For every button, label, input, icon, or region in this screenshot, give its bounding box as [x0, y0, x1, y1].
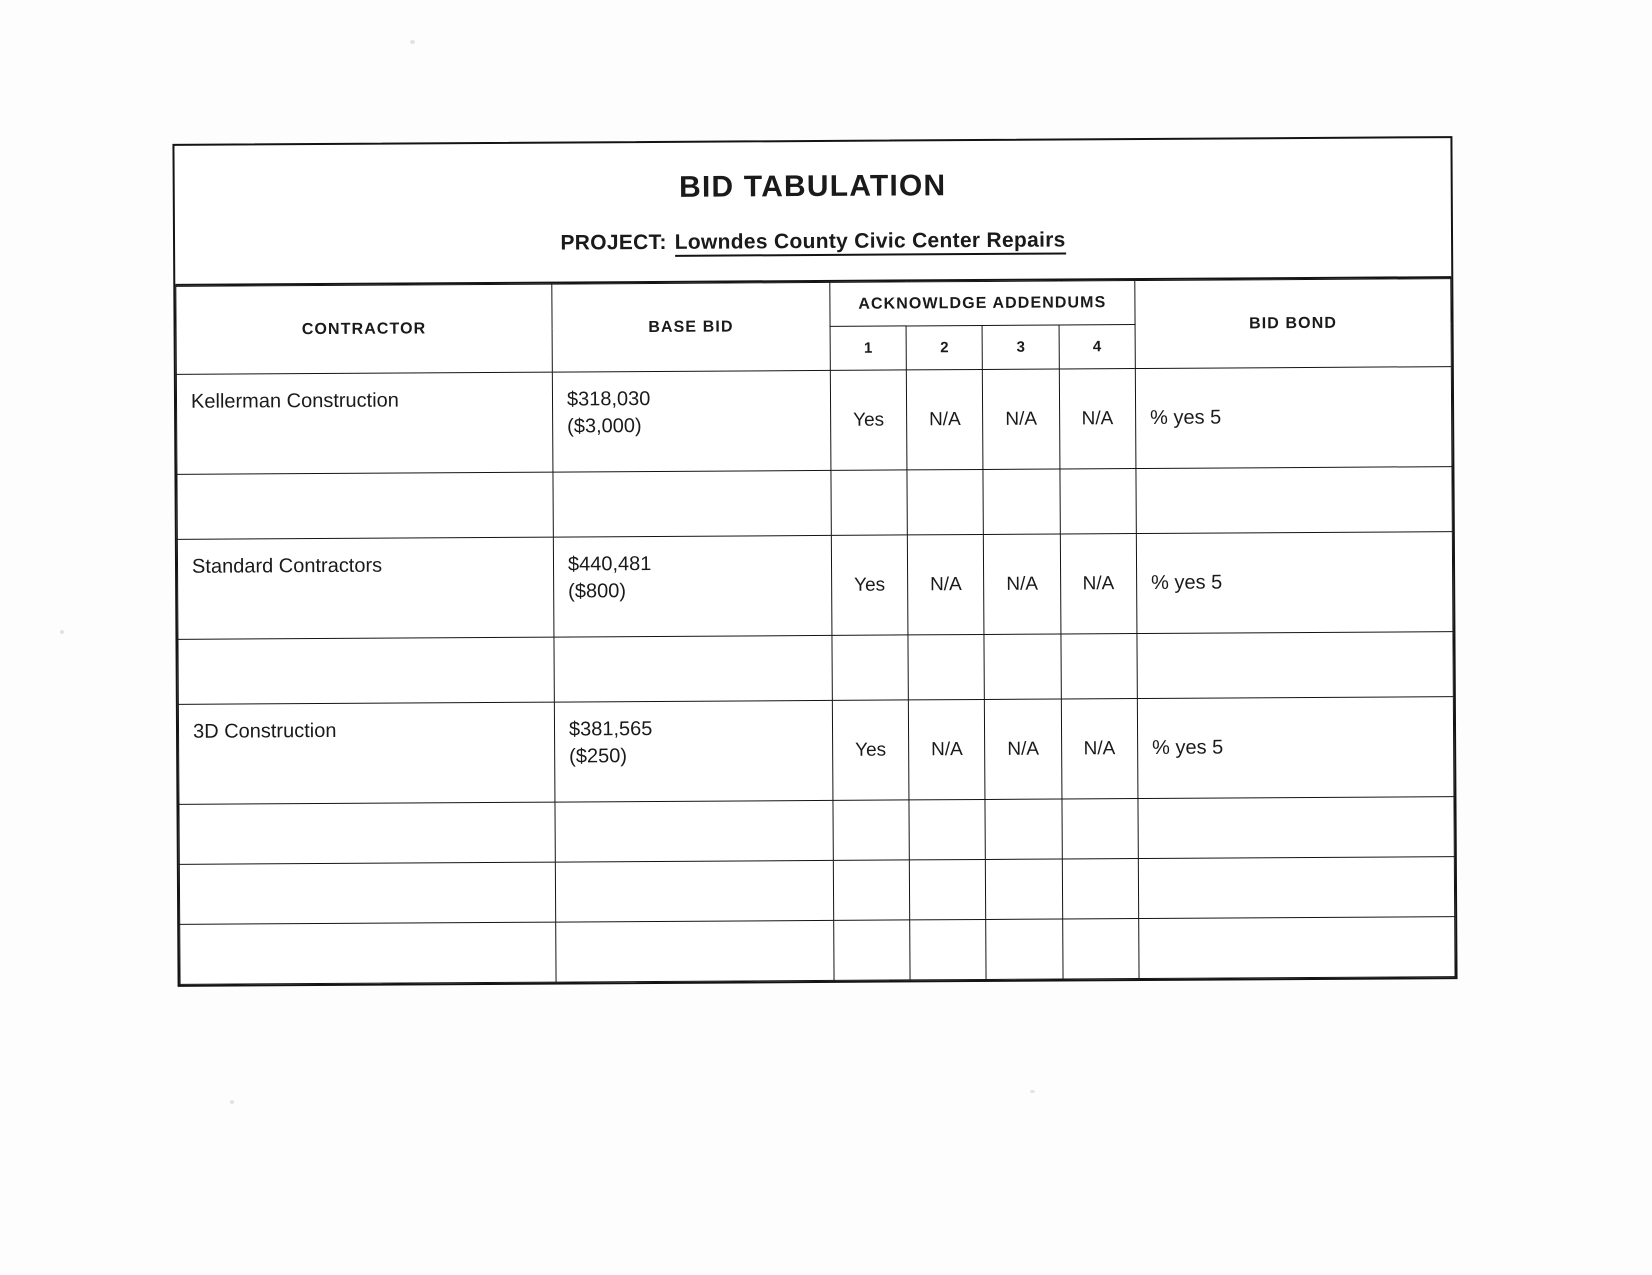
table-row [177, 532, 1453, 640]
cell-empty [177, 472, 553, 539]
project-name: Lowndes County Civic Center Repairs [675, 228, 1066, 256]
cell-base-bid [552, 370, 830, 472]
header-addendum-1: 1 [830, 326, 907, 370]
header-addendum-2: 2 [906, 325, 983, 369]
cell-addendum-3: N/A [983, 369, 1060, 469]
cell-base-bid [554, 700, 832, 802]
cell-addendum-4: N/A [1060, 534, 1137, 634]
cell-empty [1138, 797, 1454, 859]
table-row-empty [179, 797, 1454, 865]
scan-speckle [60, 630, 64, 634]
cell-empty [1136, 467, 1452, 534]
cell-addendum-1: Yes [831, 535, 908, 635]
bid-tabulation-form [172, 136, 1457, 987]
cell-empty [833, 860, 910, 920]
base-bid-amount: $318,030 [566, 388, 651, 411]
cell-empty [986, 919, 1063, 979]
cell-addendum-3: N/A [985, 699, 1062, 799]
header-addendum-4: 4 [1059, 325, 1136, 369]
table-header-row [176, 279, 1451, 331]
cell-addendum-4: N/A [1059, 369, 1136, 469]
cell-empty [1139, 917, 1455, 979]
cell-bid-bond: % yes 5 [1137, 697, 1454, 799]
cell-empty [555, 800, 833, 862]
header-bid-bond: BID BOND [1135, 279, 1452, 369]
cell-empty [833, 800, 910, 860]
scan-speckle [1030, 1090, 1035, 1093]
cell-empty [909, 859, 986, 919]
cell-contractor: Kellerman Construction [176, 372, 553, 474]
project-line [175, 226, 1451, 258]
base-bid-amount: $381,565 [568, 717, 653, 741]
table-row-empty [179, 857, 1454, 925]
cell-empty [1062, 859, 1139, 919]
header-contractor: CONTRACTOR [176, 284, 552, 374]
cell-empty [179, 802, 555, 864]
table-row [176, 367, 1452, 475]
cell-contractor: Standard Contractors [177, 537, 554, 639]
cell-addendum-2: N/A [906, 369, 983, 469]
cell-empty [834, 920, 911, 980]
header-addendum-3: 3 [982, 325, 1059, 369]
cell-bid-bond: % yes 5 [1136, 532, 1453, 634]
cell-empty [983, 469, 1060, 534]
cell-addendum-1: Yes [832, 700, 909, 800]
cell-empty [907, 469, 984, 534]
cell-empty [1137, 632, 1453, 699]
cell-empty [555, 860, 833, 922]
cell-empty [178, 637, 554, 704]
cell-empty [556, 920, 834, 982]
cell-empty [179, 862, 555, 924]
cell-empty [1062, 799, 1139, 859]
cell-empty [553, 470, 831, 537]
header-acknowledge-addendums: ACKNOWLDGE ADDENDUMS [830, 281, 1135, 327]
base-bid-deduct: ($250) [569, 745, 628, 768]
cell-empty [985, 799, 1062, 859]
table-row-empty [178, 632, 1453, 705]
cell-empty [910, 919, 987, 979]
table-row-empty [177, 467, 1452, 540]
cell-addendum-4: N/A [1061, 699, 1138, 799]
cell-base-bid [553, 535, 831, 637]
header-base-bid: BASE BID [552, 282, 830, 372]
cell-empty [1061, 634, 1138, 699]
cell-empty [180, 922, 556, 984]
project-label: PROJECT: [560, 230, 667, 255]
cell-empty [984, 634, 1061, 699]
cell-empty [909, 799, 986, 859]
bid-table [175, 278, 1455, 985]
scan-speckle [230, 1100, 234, 1104]
cell-empty [986, 859, 1063, 919]
cell-empty [908, 634, 985, 699]
cell-empty [1060, 469, 1137, 534]
cell-contractor: 3D Construction [178, 702, 555, 804]
base-bid-deduct: ($3,000) [567, 415, 642, 438]
cell-addendum-2: N/A [908, 699, 985, 799]
cell-bid-bond: % yes 5 [1135, 367, 1452, 469]
title-block [174, 138, 1451, 286]
base-bid-deduct: ($800) [568, 580, 627, 603]
cell-empty [832, 635, 909, 700]
cell-empty [554, 635, 832, 702]
page-title: BID TABULATION [678, 169, 947, 204]
cell-empty [831, 470, 908, 535]
cell-addendum-3: N/A [984, 534, 1061, 634]
cell-empty [1138, 857, 1454, 919]
cell-addendum-2: N/A [907, 534, 984, 634]
scan-speckle [410, 40, 415, 44]
table-row [178, 697, 1454, 805]
table-row-empty [180, 917, 1455, 985]
cell-empty [1062, 919, 1139, 979]
cell-addendum-1: Yes [830, 370, 907, 470]
base-bid-amount: $440,481 [567, 552, 652, 576]
